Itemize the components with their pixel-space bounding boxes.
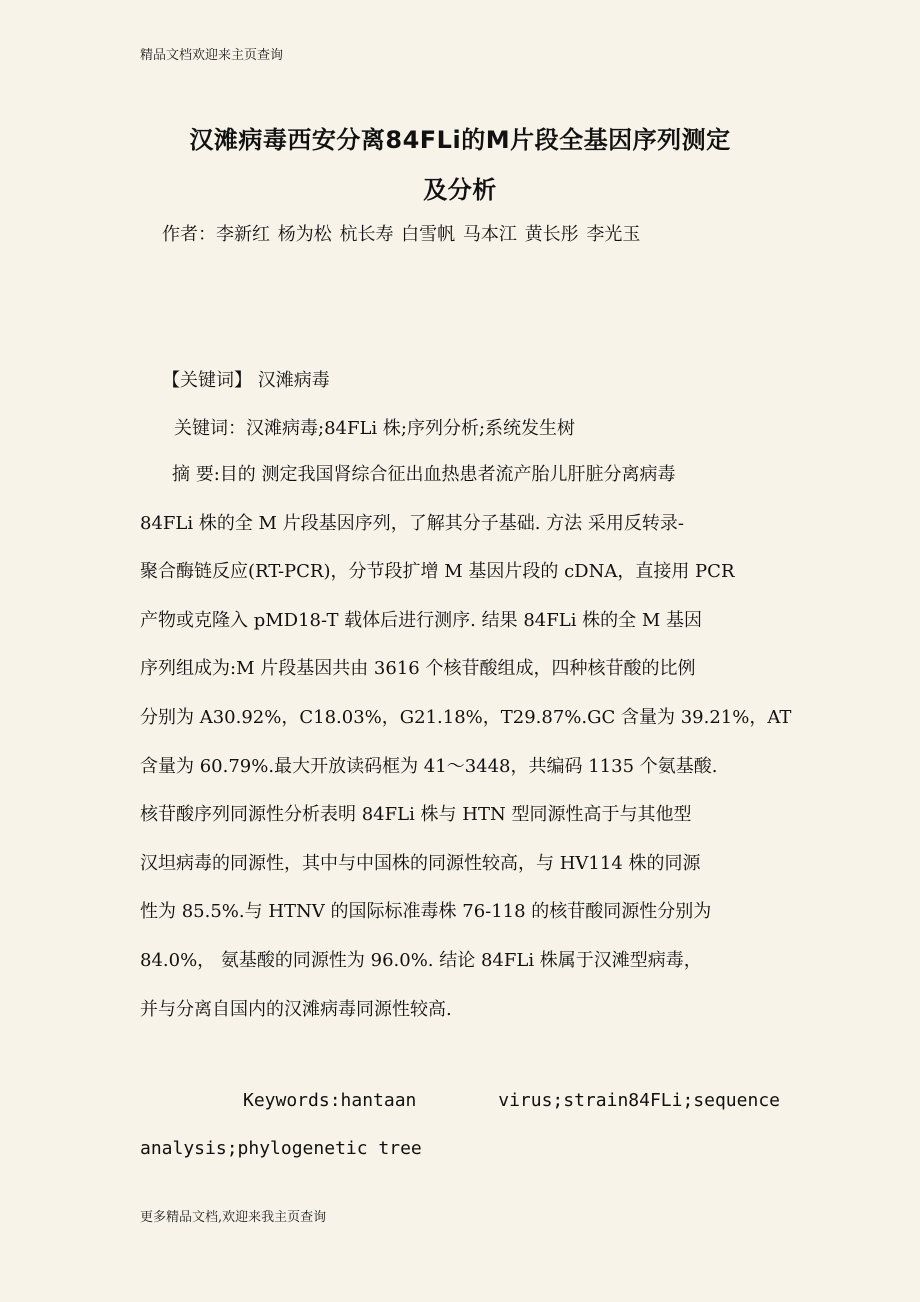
abstract-line: 汉坦病毒的同源性，其中与中国株的同源性较高，与 HV114 株的同源	[140, 852, 701, 874]
abstract-line: 性为 85.5%.与 HTNV 的国际标准毒株 76-118 的核苷酸同源性分别为	[140, 901, 712, 923]
english-keywords-row: analysis;phylogenetic tree	[140, 1138, 422, 1159]
footer-note: 更多精品文档,欢迎来我主页查询	[140, 1210, 327, 1225]
abstract-line: 84.0%， 氨基酸的同源性为 96.0%. 结论 84FLi 株属于汉滩型病毒，	[140, 949, 702, 971]
abstract-line: 84FLi 株的全 M 片段基因序列，了解其分子基础. 方法 采用反转录-	[140, 512, 684, 534]
abstract-line: 序列组成为:M 片段基因共由 3616 个核苷酸组成，四种核苷酸的比例	[140, 658, 696, 680]
abstract-line: 含量为 60.79%.最大开放读码框为 41～3448，共编码 1135 个氨基酸.	[140, 755, 718, 777]
abstract-line: 聚合酶链反应(RT-PCR)，分节段扩增 M 基因片段的 cDNA，直接用 PCR	[140, 561, 735, 583]
keywords-heading: 【关键词】 汉滩病毒	[162, 370, 330, 391]
abstract-line: 摘 要:目的 测定我国肾综合征出血热患者流产胎儿肝脏分离病毒	[172, 464, 676, 485]
keywords-line: 关键词：汉滩病毒;84FLi 株;序列分析;系统发生树	[174, 418, 576, 439]
english-keywords	[140, 1088, 780, 1184]
abstract-line: 产物或克隆入 pMD18-T 载体后进行测序. 结果 84FLi 株的全 M 基因	[140, 609, 703, 631]
page-title-line-1: 汉滩病毒西安分离84FLi的M片段全基因序列测定	[189, 126, 731, 154]
english-keywords-row	[140, 1088, 780, 1136]
abstract-line: 分别为 A30.92%，C18.03%，G21.18%，T29.87%.GC 含量为 39.21%，AT	[140, 706, 792, 728]
abstract-line: 核苷酸序列同源性分析表明 84FLi 株与 HTN 型同源性高于与其他型	[140, 804, 692, 826]
abstract-paragraph	[140, 460, 790, 1043]
abstract-line: 并与分离自国内的汉滩病毒同源性较高.	[140, 998, 452, 1020]
english-keywords-label: Keywords:hantaan	[243, 1090, 417, 1111]
header-note: 精品文档欢迎来主页查询	[140, 48, 284, 63]
authors-line: 作者：李新红 杨为松 杭长寿 白雪帆 马本江 黄长彤 李光玉	[162, 224, 641, 245]
english-keywords-terms: virus;strain84FLi;sequence	[498, 1090, 780, 1111]
page-title-line-2: 及分析	[423, 176, 497, 204]
